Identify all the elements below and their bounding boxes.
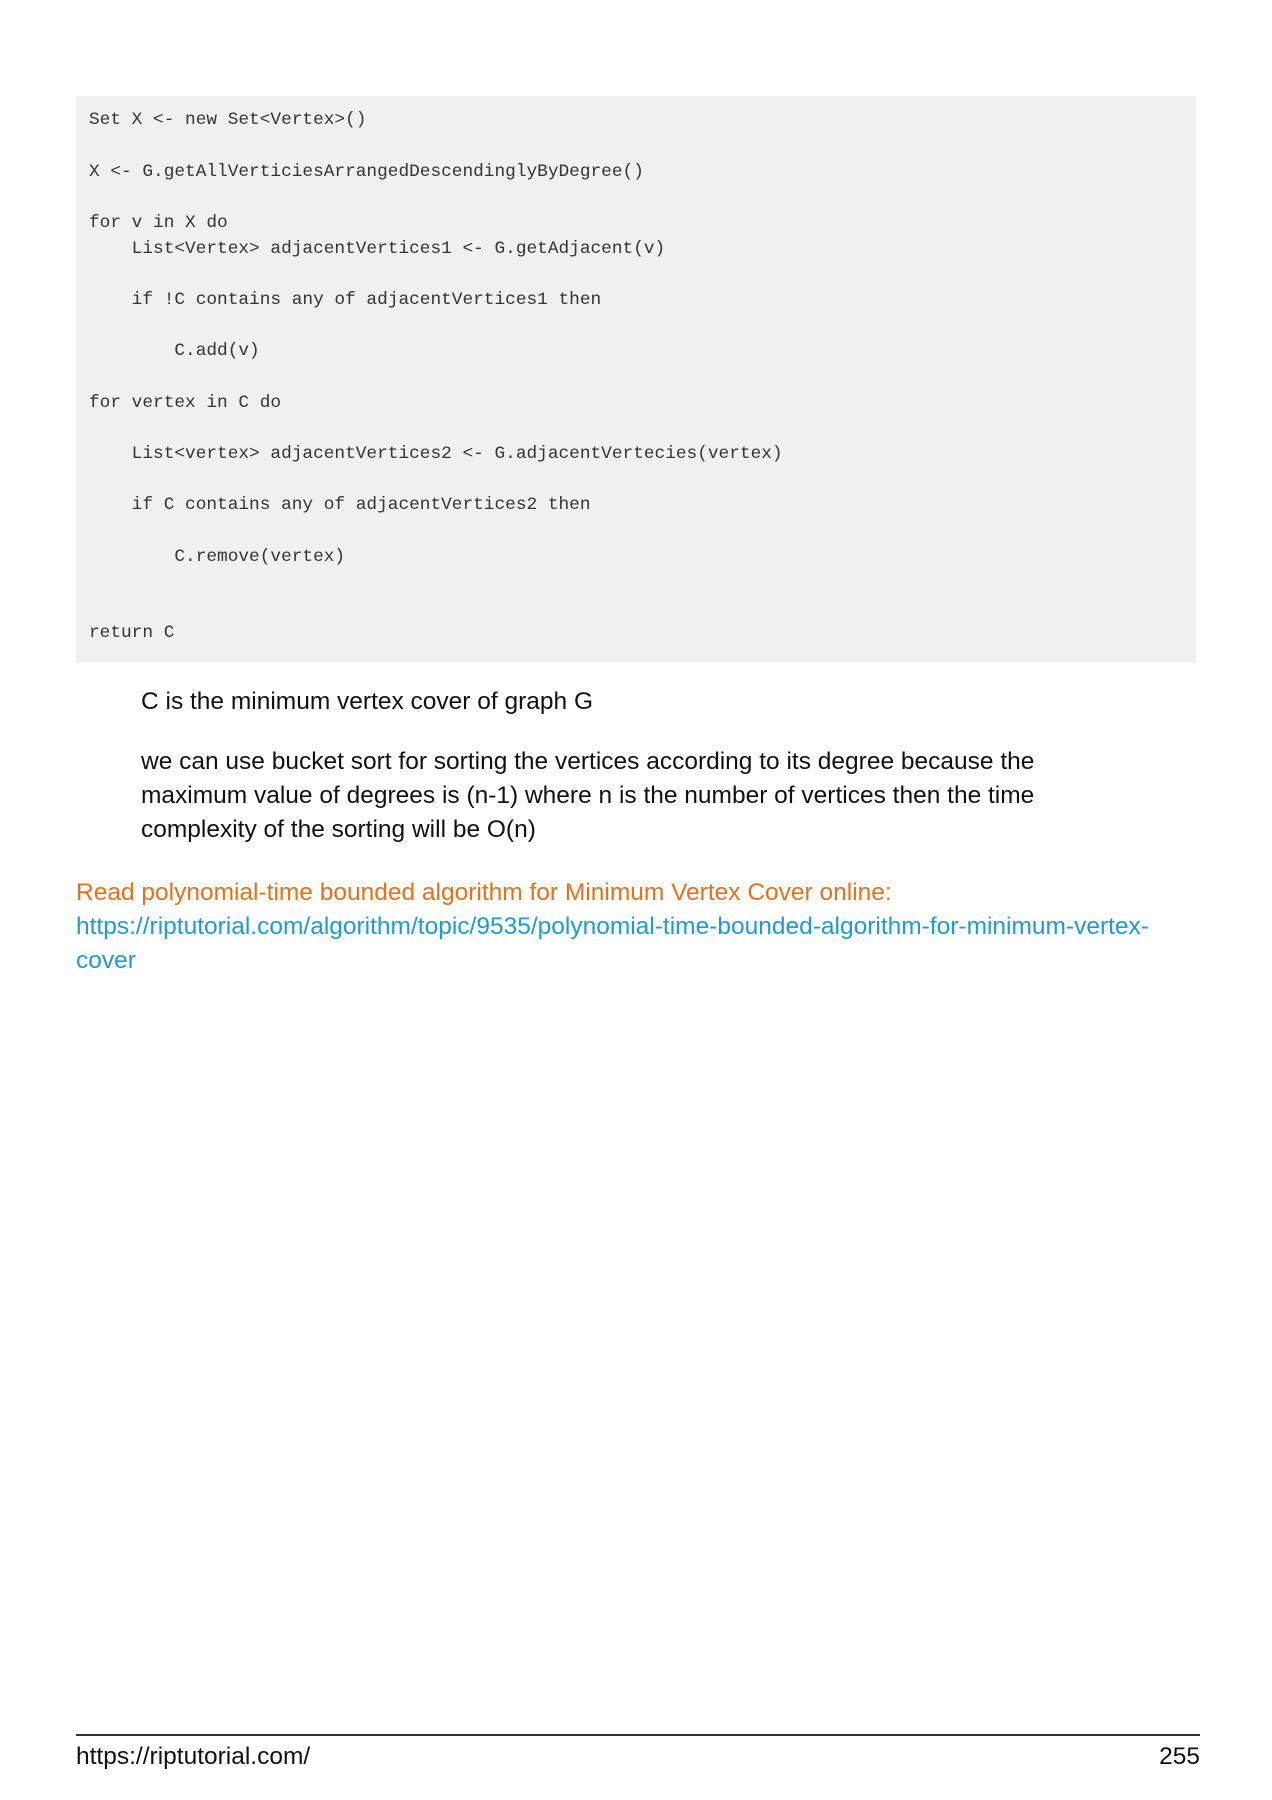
code-line: for vertex in C do bbox=[89, 393, 282, 413]
paragraph-bucket-sort: we can use bucket sort for sorting the vertices according to its degree because the maximum value of degrees is (n-1) where n is the number of vertices then the time complexity of the sorting will be O(n) bbox=[141, 748, 1035, 843]
read-more-link[interactable]: https://riptutorial.com/algorithm/topic/9535/polynomial-time-bounded-algorithm-for-minimum-vertex-cover bbox=[76, 913, 1149, 974]
code-line: List<Vertex> adjacentVertices1 <- G.getAdjacent(v) bbox=[89, 239, 666, 259]
code-block bbox=[76, 96, 1196, 662]
code-line: List<vertex> adjacentVertices2 <- G.adjacentVertecies(vertex) bbox=[89, 444, 783, 464]
code-line: X <- G.getAllVerticiesArrangedDescendinglyByDegree() bbox=[89, 162, 644, 182]
page-number: 255 bbox=[1159, 1743, 1200, 1770]
footer-divider bbox=[76, 1734, 1200, 1736]
code-line: C.remove(vertex) bbox=[89, 547, 346, 567]
code-line: C.add(v) bbox=[89, 341, 260, 361]
footer-site-url: https://riptutorial.com/ bbox=[76, 1743, 311, 1770]
paragraph-result: C is the minimum vertex cover of graph G bbox=[141, 688, 594, 715]
code-line: for v in X do bbox=[89, 213, 228, 233]
code-line: if C contains any of adjacentVertices2 then bbox=[89, 495, 591, 515]
code-line: return C bbox=[89, 623, 175, 643]
read-more-title: Read polynomial-time bounded algorithm for Minimum Vertex Cover online: bbox=[76, 879, 892, 906]
code-line: Set X <- new Set<Vertex>() bbox=[89, 110, 367, 130]
code-line: if !C contains any of adjacentVertices1 then bbox=[89, 290, 602, 310]
read-more bbox=[76, 876, 1156, 978]
